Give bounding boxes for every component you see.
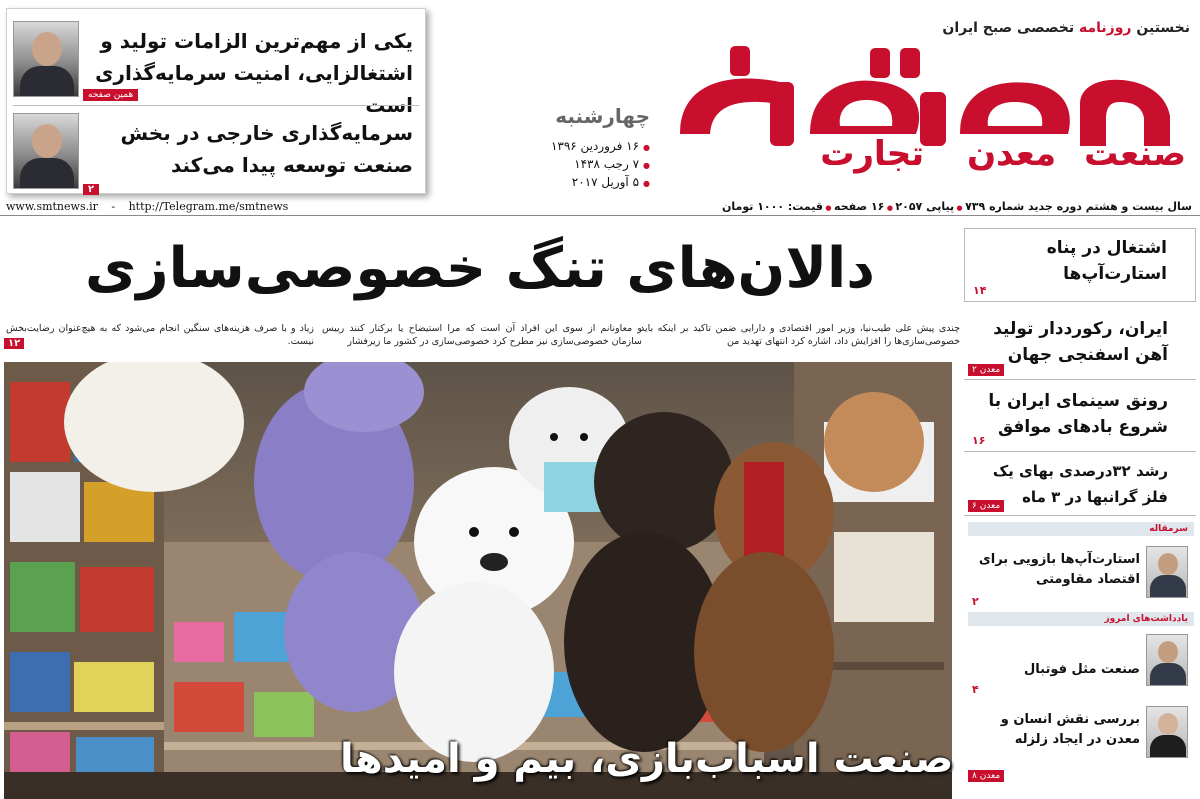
- issue-volume: سال بیست و هشتم دوره جدید شماره ۷۳۹ ●: [954, 200, 1192, 213]
- sidebar-story-title[interactable]: رونق سینمای ایران با شروع بادهای موافق: [988, 391, 1168, 437]
- issue-price: قیمت: ۱۰۰۰ تومان: [722, 200, 823, 213]
- issue-serial: پیاپی ۲۰۵۷ ●: [884, 200, 954, 213]
- note-section-tag: معدن ۸: [968, 770, 1004, 782]
- teaser-1-tag: همین صفحه: [83, 89, 138, 101]
- teaser-2-headline[interactable]: سرمایه‌گذاری خارجی در بخش صنعت توسعه پیدا می‌کند: [120, 121, 413, 177]
- teaser-2-photo: [13, 113, 79, 189]
- url-separator: -: [111, 200, 116, 213]
- section-label-editorial: سرمقاله: [968, 522, 1194, 536]
- teaser-2[interactable]: [7, 107, 425, 197]
- sidebar-story-title[interactable]: ایران، رکورددار تولید آهن اسفنجی جهان: [993, 319, 1168, 365]
- author-avatar: [1146, 706, 1188, 758]
- issue-info: [722, 200, 1192, 213]
- date-gregorian: ● ۵ آوریل ۲۰۱۷: [520, 174, 650, 192]
- main-headline[interactable]: دالان‌های تنگ خصوصی‌سازی: [85, 236, 875, 301]
- dateline-bar: [0, 198, 1200, 216]
- section-label-notes: یادداشت‌های امروز: [968, 612, 1194, 626]
- dateline-urls: [6, 200, 298, 213]
- teaser-2-page-number: ۲: [83, 184, 99, 195]
- editorial-title[interactable]: استارت‌آپ‌ها بازویی برای اقتصاد مقاومتی: [978, 552, 1140, 587]
- teaser-divider: [13, 105, 419, 106]
- teaser-box: [6, 8, 426, 194]
- slogan-highlight: روزنامه: [1079, 20, 1132, 36]
- lead-column-1: چندی پیش علی طیب‌نیا، وزیر امور اقتصادی و دارایی ضمن تاکید بر اینکه باید خصوصی‌سازی‌ها را افزایش داد، اشاره کرد انتهای تهدید من: [640, 323, 960, 347]
- telegram-link[interactable]: http://Telegram.me/smtnews: [128, 200, 289, 213]
- lead-page-number: ۱۲: [4, 338, 24, 349]
- sidebar-section-tag: معدن ۶: [968, 500, 1004, 512]
- sidebar-section-tag: معدن ۲: [968, 364, 1004, 376]
- logo-word-2: معدن: [967, 134, 1056, 174]
- lead-column-3: زیاد و با صرف هزینه‌های سنگین انجام می‌شود که به هیچ‌عنوان رضایت‌بخش نیست.: [6, 323, 314, 347]
- sidebar-page-number: ۱۴: [973, 284, 987, 297]
- slogan-suffix: تخصصی صبح ایران: [942, 20, 1075, 36]
- masthead-slogan: [942, 20, 1190, 36]
- editorial-page-number: ۲: [972, 595, 979, 608]
- teaser-1-headline[interactable]: یکی از مهم‌ترین الزامات تولید و اشتغالزایی، امنیت سرمایه‌گذاری است: [95, 29, 413, 117]
- sidebar-story-metal[interactable]: [964, 452, 1196, 516]
- teddy-bears-photo-icon: [4, 362, 952, 799]
- date-solar: ● ۱۶ فروردین ۱۳۹۶: [520, 138, 650, 156]
- date-block: [520, 104, 650, 192]
- sidebar-story-title[interactable]: رشد ۳۲درصدی بهای یک فلز گرانبها در ۳ ماه: [992, 462, 1168, 506]
- date-lunar: ● ۷ رجب ۱۴۳۸: [520, 156, 650, 174]
- sidebar-story-sponge-iron[interactable]: [964, 306, 1196, 380]
- main-photo[interactable]: [4, 362, 952, 799]
- teaser-1-photo: [13, 21, 79, 97]
- right-sidebar: [964, 222, 1196, 799]
- note-item-football[interactable]: [964, 628, 1196, 698]
- note-item-earthquake[interactable]: [964, 700, 1196, 784]
- teaser-1[interactable]: [7, 15, 425, 117]
- author-avatar: [1146, 546, 1188, 598]
- editorial-item[interactable]: [964, 540, 1196, 610]
- logo-word-1: صنعت: [1084, 134, 1186, 174]
- note-title[interactable]: بررسی نقش انسان و معدن در ایجاد زلزله: [1000, 712, 1140, 747]
- note-page-number: ۴: [972, 683, 979, 696]
- masthead-logo[interactable]: [660, 6, 1194, 196]
- sidebar-story-startups[interactable]: [964, 228, 1196, 302]
- slogan-prefix: نخستین: [1136, 20, 1190, 36]
- author-avatar: [1146, 634, 1188, 686]
- weekday: چهارشنبه: [555, 104, 650, 128]
- lead-column-2: و معاونانم از سوی این افراد آن است که مرا استیضاح یا برکنار کنند رییس سازمان خصوصی‌سازی نیز مطرح کرد خصوصی‌سازی در کشور ما زیرفشار: [322, 323, 642, 347]
- issue-pages: ۱۶ صفحه ●: [823, 200, 884, 213]
- note-title[interactable]: صنعت مثل فوتبال: [1024, 662, 1140, 677]
- logo-word-3: تجارت: [820, 134, 924, 174]
- website-link[interactable]: www.smtnews.ir: [6, 200, 98, 213]
- sidebar-story-cinema[interactable]: [964, 380, 1196, 452]
- sidebar-story-title[interactable]: اشتغال در پناه استارت‌آپ‌ها: [1046, 238, 1167, 284]
- photo-caption[interactable]: صنعت اسباب‌بازی، بیم و امیدها: [340, 736, 954, 782]
- sidebar-page-number: ۱۶: [972, 434, 986, 447]
